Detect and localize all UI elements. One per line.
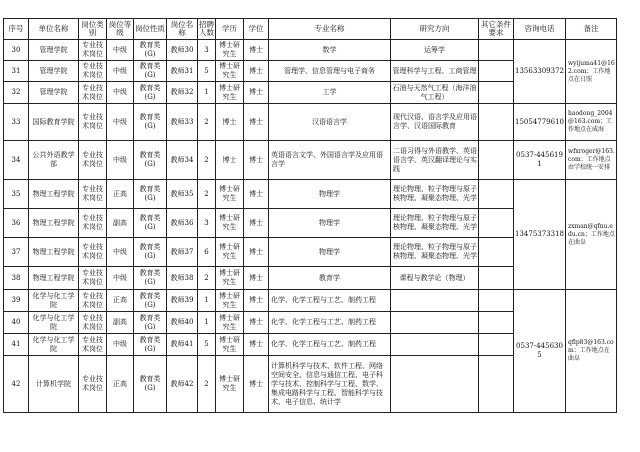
unit-cell: 物理工程学院 — [29, 267, 79, 290]
level-cell: 中级 — [107, 267, 134, 290]
education-cell: 博士研究生 — [216, 209, 244, 238]
nature-cell: 教育类(G) — [134, 290, 167, 312]
category-cell: 专业技术岗位 — [79, 312, 107, 334]
count-cell: 3 — [198, 209, 216, 238]
count-cell: 6 — [198, 238, 216, 267]
table-row — [4, 141, 617, 180]
direction-cell — [391, 290, 479, 312]
nature-cell: 教育类(G) — [134, 312, 167, 334]
no-cell: 41 — [4, 334, 29, 356]
header-cell: 岗位名称 — [167, 19, 198, 40]
other-cell — [479, 238, 514, 267]
header-cell: 研究方向 — [391, 19, 479, 40]
direction-cell: 管理科学与工程、工商管理 — [391, 61, 479, 82]
remark-cell: wyijuma41@162.com；工作地点在日照 — [566, 40, 617, 104]
level-cell: 中级 — [107, 238, 134, 267]
level-cell: 中级 — [107, 82, 134, 104]
major-cell: 管理学、信息管理与电子商务 — [269, 61, 391, 82]
no-cell: 35 — [4, 180, 29, 209]
category-cell: 专业技术岗位 — [79, 82, 107, 104]
phone-cell: 0537-4456191 — [514, 141, 566, 180]
nature-cell: 教育类(G) — [134, 356, 167, 413]
category-cell: 专业技术岗位 — [79, 356, 107, 413]
degree-cell: 博士 — [244, 238, 269, 267]
nature-cell: 教育类(G) — [134, 82, 167, 104]
education-cell: 博士 — [216, 141, 244, 180]
unit-cell: 化学与化工学院 — [29, 312, 79, 334]
direction-cell: 理论物理、粒子物理与原子核物理、凝聚态物理、光学 — [391, 238, 479, 267]
table-row — [4, 40, 617, 61]
major-cell: 汉语语言学 — [269, 104, 391, 141]
level-cell: 中级 — [107, 104, 134, 141]
position-name-cell: 教师40 — [167, 312, 198, 334]
unit-cell: 物理工程学院 — [29, 238, 79, 267]
degree-cell: 博士 — [244, 141, 269, 180]
count-cell: 1 — [198, 82, 216, 104]
major-cell: 教育学 — [269, 267, 391, 290]
other-cell — [479, 104, 514, 141]
count-cell: 2 — [198, 356, 216, 413]
header-cell: 单位名称 — [29, 19, 79, 40]
category-cell: 专业技术岗位 — [79, 61, 107, 82]
no-cell: 31 — [4, 61, 29, 82]
degree-cell: 博士 — [244, 104, 269, 141]
education-cell: 博士研究生 — [216, 40, 244, 61]
position-name-cell: 教师33 — [167, 104, 198, 141]
unit-cell: 管理学院 — [29, 61, 79, 82]
no-cell: 37 — [4, 238, 29, 267]
level-cell: 正高 — [107, 180, 134, 209]
other-cell — [479, 61, 514, 82]
header-row — [4, 19, 617, 40]
nature-cell: 教育类(G) — [134, 180, 167, 209]
count-cell: 1 — [198, 312, 216, 334]
position-name-cell: 教师37 — [167, 238, 198, 267]
category-cell: 专业技术岗位 — [79, 267, 107, 290]
position-name-cell: 教师38 — [167, 267, 198, 290]
no-cell: 33 — [4, 104, 29, 141]
nature-cell: 教育类(G) — [134, 267, 167, 290]
other-cell — [479, 312, 514, 334]
direction-cell: 现代汉语、语言学及应用语言学、汉语国际教育 — [391, 104, 479, 141]
header-cell: 招聘人数 — [198, 19, 216, 40]
unit-cell: 物理工程学院 — [29, 180, 79, 209]
degree-cell: 博士 — [244, 290, 269, 312]
header-cell: 专业名称 — [269, 19, 391, 40]
direction-cell: 理论物理、粒子物理与原子核物理、凝聚态物理、光学 — [391, 209, 479, 238]
category-cell: 专业技术岗位 — [79, 209, 107, 238]
header-cell: 岗位性质 — [134, 19, 167, 40]
category-cell: 专业技术岗位 — [79, 40, 107, 61]
count-cell: 2 — [198, 141, 216, 180]
unit-cell: 物理工程学院 — [29, 209, 79, 238]
position-name-cell: 教师34 — [167, 141, 198, 180]
unit-cell: 国际教育学院 — [29, 104, 79, 141]
table-row — [4, 104, 617, 141]
count-cell: 5 — [198, 61, 216, 82]
other-cell — [479, 334, 514, 356]
count-cell: 1 — [198, 290, 216, 312]
level-cell: 正高 — [107, 290, 134, 312]
no-cell: 38 — [4, 267, 29, 290]
degree-cell: 博士 — [244, 61, 269, 82]
major-cell: 物理学 — [269, 209, 391, 238]
phone-cell: 0537-4456305 — [514, 290, 566, 413]
education-cell: 博士研究生 — [216, 290, 244, 312]
remark-cell: haodong_2004@163.com；工作地点在威海 — [566, 104, 617, 141]
position-name-cell: 教师41 — [167, 334, 198, 356]
degree-cell: 博士 — [244, 180, 269, 209]
major-cell: 物理学 — [269, 238, 391, 267]
degree-cell: 博士 — [244, 312, 269, 334]
direction-cell: 运筹学 — [391, 40, 479, 61]
position-name-cell: 教师36 — [167, 209, 198, 238]
level-cell: 中级 — [107, 40, 134, 61]
category-cell: 专业技术岗位 — [79, 238, 107, 267]
table-row — [4, 180, 617, 209]
other-cell — [479, 209, 514, 238]
education-cell: 博士研究生 — [216, 312, 244, 334]
nature-cell: 教育类(G) — [134, 141, 167, 180]
no-cell: 34 — [4, 141, 29, 180]
major-cell: 化学、化学工程与工艺、制药工程 — [269, 334, 391, 356]
unit-cell: 化学与化工学院 — [29, 334, 79, 356]
position-name-cell: 教师31 — [167, 61, 198, 82]
category-cell: 专业技术岗位 — [79, 104, 107, 141]
degree-cell: 博士 — [244, 356, 269, 413]
direction-cell — [391, 312, 479, 334]
level-cell: 正高 — [107, 356, 134, 413]
major-cell: 计算机科学与技术、软件工程、网络空间安全、信息与通信工程、电子科学与技术、控制科学与工程、数学、集成电路科学与工程、智能科学与技术、电子信息、统计学 — [269, 356, 391, 413]
major-cell: 化学、化学工程与工艺、制药工程 — [269, 312, 391, 334]
direction-cell: 理论物理、粒子物理与原子核物理、凝聚态物理、光学 — [391, 180, 479, 209]
category-cell: 专业技术岗位 — [79, 180, 107, 209]
header-cell: 岗位类别 — [79, 19, 107, 40]
direction-cell: 石油与天然气工程（海洋油气工程） — [391, 82, 479, 104]
level-cell: 中级 — [107, 61, 134, 82]
count-cell: 5 — [198, 334, 216, 356]
no-cell: 36 — [4, 209, 29, 238]
position-name-cell: 教师30 — [167, 40, 198, 61]
phone-cell: 13563309372 — [514, 40, 566, 104]
direction-cell — [391, 356, 479, 413]
other-cell — [479, 267, 514, 290]
nature-cell: 教育类(G) — [134, 334, 167, 356]
count-cell: 3 — [198, 40, 216, 61]
other-cell — [479, 180, 514, 209]
phone-cell: 13475373318 — [514, 180, 566, 290]
level-cell: 中级 — [107, 334, 134, 356]
major-cell: 工学 — [269, 82, 391, 104]
phone-cell: 15054779610 — [514, 104, 566, 141]
no-cell: 32 — [4, 82, 29, 104]
category-cell: 专业技术岗位 — [79, 290, 107, 312]
header-cell: 学位 — [244, 19, 269, 40]
table-row — [4, 290, 617, 312]
nature-cell: 教育类(G) — [134, 104, 167, 141]
no-cell: 30 — [4, 40, 29, 61]
major-cell: 化学、化学工程与工艺、制药工程 — [269, 290, 391, 312]
other-cell — [479, 82, 514, 104]
nature-cell: 教育类(G) — [134, 40, 167, 61]
header-cell: 其它条件要求 — [479, 19, 514, 40]
no-cell: 42 — [4, 356, 29, 413]
degree-cell: 博士 — [244, 267, 269, 290]
nature-cell: 教育类(G) — [134, 61, 167, 82]
other-cell — [479, 40, 514, 61]
other-cell — [479, 356, 514, 413]
other-cell — [479, 141, 514, 180]
position-name-cell: 教师42 — [167, 356, 198, 413]
major-cell: 数学 — [269, 40, 391, 61]
position-name-cell: 教师39 — [167, 290, 198, 312]
other-cell — [479, 290, 514, 312]
major-cell: 英语语言文学、外国语言学及应用语言学 — [269, 141, 391, 180]
education-cell: 博士研究生 — [216, 180, 244, 209]
unit-cell: 管理学院 — [29, 40, 79, 61]
degree-cell: 博士 — [244, 82, 269, 104]
level-cell: 副高 — [107, 312, 134, 334]
recruitment-table — [3, 18, 617, 413]
education-cell: 博士 — [216, 104, 244, 141]
header-cell: 序号 — [4, 19, 29, 40]
header-cell: 学历 — [216, 19, 244, 40]
remark-cell: wfxroger@163.com；工作地点由学校统一安排 — [566, 141, 617, 180]
count-cell: 2 — [198, 104, 216, 141]
unit-cell: 管理学院 — [29, 82, 79, 104]
no-cell: 39 — [4, 290, 29, 312]
education-cell: 博士研究生 — [216, 334, 244, 356]
remark-cell: qflp83@163.com；工作地点在曲阜 — [566, 290, 617, 413]
category-cell: 专业技术岗位 — [79, 141, 107, 180]
degree-cell: 博士 — [244, 334, 269, 356]
unit-cell: 计算机学院 — [29, 356, 79, 413]
degree-cell: 博士 — [244, 209, 269, 238]
level-cell: 中级 — [107, 141, 134, 180]
header-cell: 岗位等级 — [107, 19, 134, 40]
remark-cell: zxman@qfnu.edu.cn；工作地点在曲阜 — [566, 180, 617, 290]
nature-cell: 教育类(G) — [134, 209, 167, 238]
count-cell: 2 — [198, 180, 216, 209]
direction-cell: 课程与教学论（物理） — [391, 267, 479, 290]
no-cell: 40 — [4, 312, 29, 334]
degree-cell: 博士 — [244, 40, 269, 61]
unit-cell: 公共外语教学部 — [29, 141, 79, 180]
count-cell: 2 — [198, 267, 216, 290]
position-name-cell: 教师35 — [167, 180, 198, 209]
position-name-cell: 教师32 — [167, 82, 198, 104]
education-cell: 博士研究生 — [216, 356, 244, 413]
education-cell: 博士研究生 — [216, 61, 244, 82]
direction-cell — [391, 334, 479, 356]
direction-cell: 二语习得与外语教学、英语语言学、英汉翻译理论与实践 — [391, 141, 479, 180]
unit-cell: 化学与化工学院 — [29, 290, 79, 312]
education-cell: 博士研究生 — [216, 238, 244, 267]
category-cell: 专业技术岗位 — [79, 334, 107, 356]
education-cell: 博士研究生 — [216, 82, 244, 104]
education-cell: 博士研究生 — [216, 267, 244, 290]
header-cell: 备注 — [566, 19, 617, 40]
header-cell: 咨询电话 — [514, 19, 566, 40]
major-cell: 物理学 — [269, 180, 391, 209]
level-cell: 副高 — [107, 209, 134, 238]
nature-cell: 教育类(G) — [134, 238, 167, 267]
